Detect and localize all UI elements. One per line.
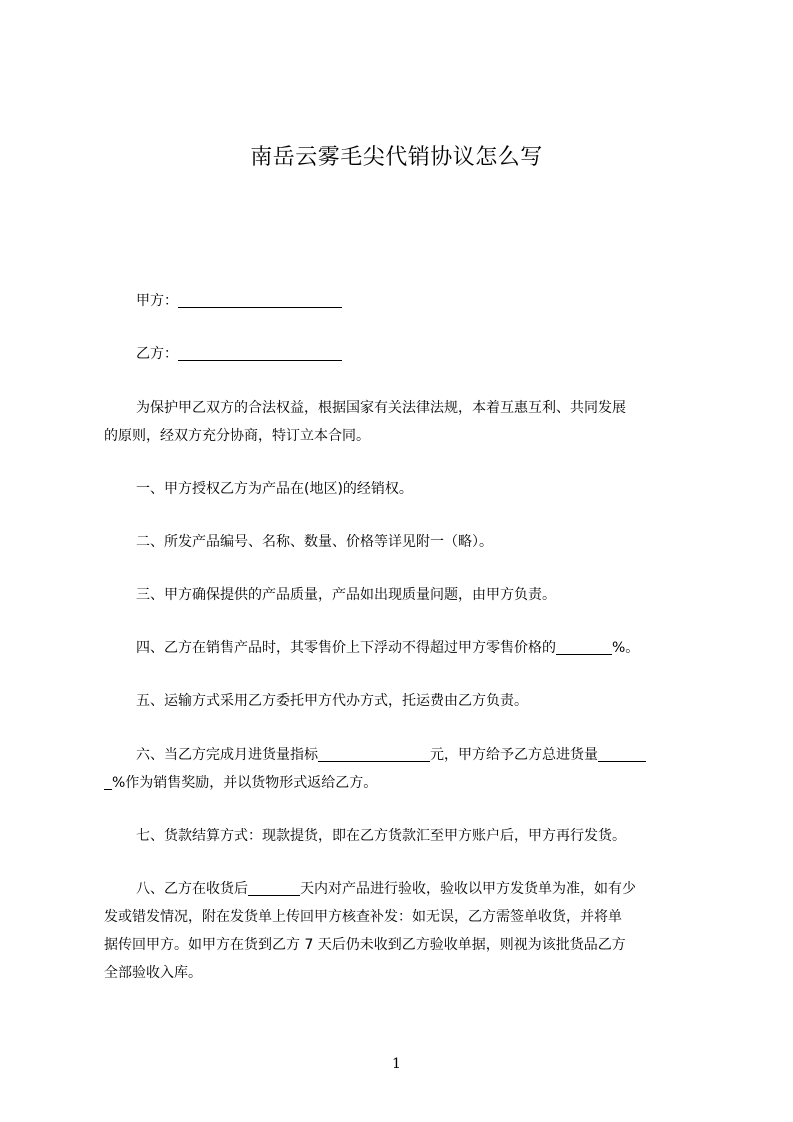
clause-6-blank-2 [598,743,646,762]
page-number: 1 [392,1056,401,1072]
clause-6-line-2 [104,766,704,800]
clause-6-text-a: 六、当乙方完成月进货量指标 [136,747,318,763]
party-a-label: 甲方： [136,293,178,309]
clause-4 [104,631,736,665]
party-b-line [104,337,736,371]
party-b-label: 乙方： [136,346,178,362]
clause-6-text-c: %作为销售奖励，并以货物形式返给乙方。 [112,775,378,791]
clause-2: 二、所发产品编号、名称、数量、价格等详见附一（略）。 [136,534,493,550]
preamble-line-2: 的原则，经双方充分协商，特订立本合同。 [104,428,370,444]
clause-6-text-b: 元，甲方给予乙方总进货量 [430,747,598,763]
clause-4-blank [556,636,612,655]
clause-6-blank-1 [318,743,430,762]
clause-1: 一、甲方授权乙方为产品在(地区)的经销权。 [136,481,413,497]
clause-4-text: 四、乙方在销售产品时，其零售价上下浮动不得超过甲方零售价格的 [136,640,556,656]
preamble-line-1: 为保护甲乙双方的合法权益，根据国家有关法律法规，本着互惠互利、共同发展 [136,400,626,416]
party-a-line [104,284,736,318]
clause-4-suffix: %。 [612,640,640,656]
clause-5: 五、运输方式采用乙方委托甲方代办方式，托运费由乙方负责。 [136,693,528,709]
clause-8-blank [248,877,300,896]
clause-8-line-3: 据传回甲方。如甲方在货到乙方 7 天后仍未收到乙方验收单据，则视为该批货品乙方 [104,937,626,953]
clause-7: 七、货款结算方式：现款提货，即在乙方货款汇至甲方账户后，甲方再行发货。 [136,828,626,844]
document-title: 南岳云雾毛尖代销协议怎么写 [250,145,543,170]
clause-8-text-a: 八、乙方在收货后 [136,881,248,897]
clause-6-blank-3 [104,771,112,790]
clause-8-line-4: 全部验收入库。 [104,965,202,981]
clause-8-text-b: 天内对产品进行验收，验收以甲方发货单为准，如有少 [300,881,636,897]
clause-8-line-2: 发或错发情况，附在发货单上传回甲方核查补发：如无误，乙方需签单收货，并将单 [104,909,622,925]
party-b-blank [178,342,342,361]
clause-3: 三、甲方确保提供的产品质量，产品如出现质量问题，由甲方负责。 [136,587,556,603]
party-a-blank [178,289,342,308]
